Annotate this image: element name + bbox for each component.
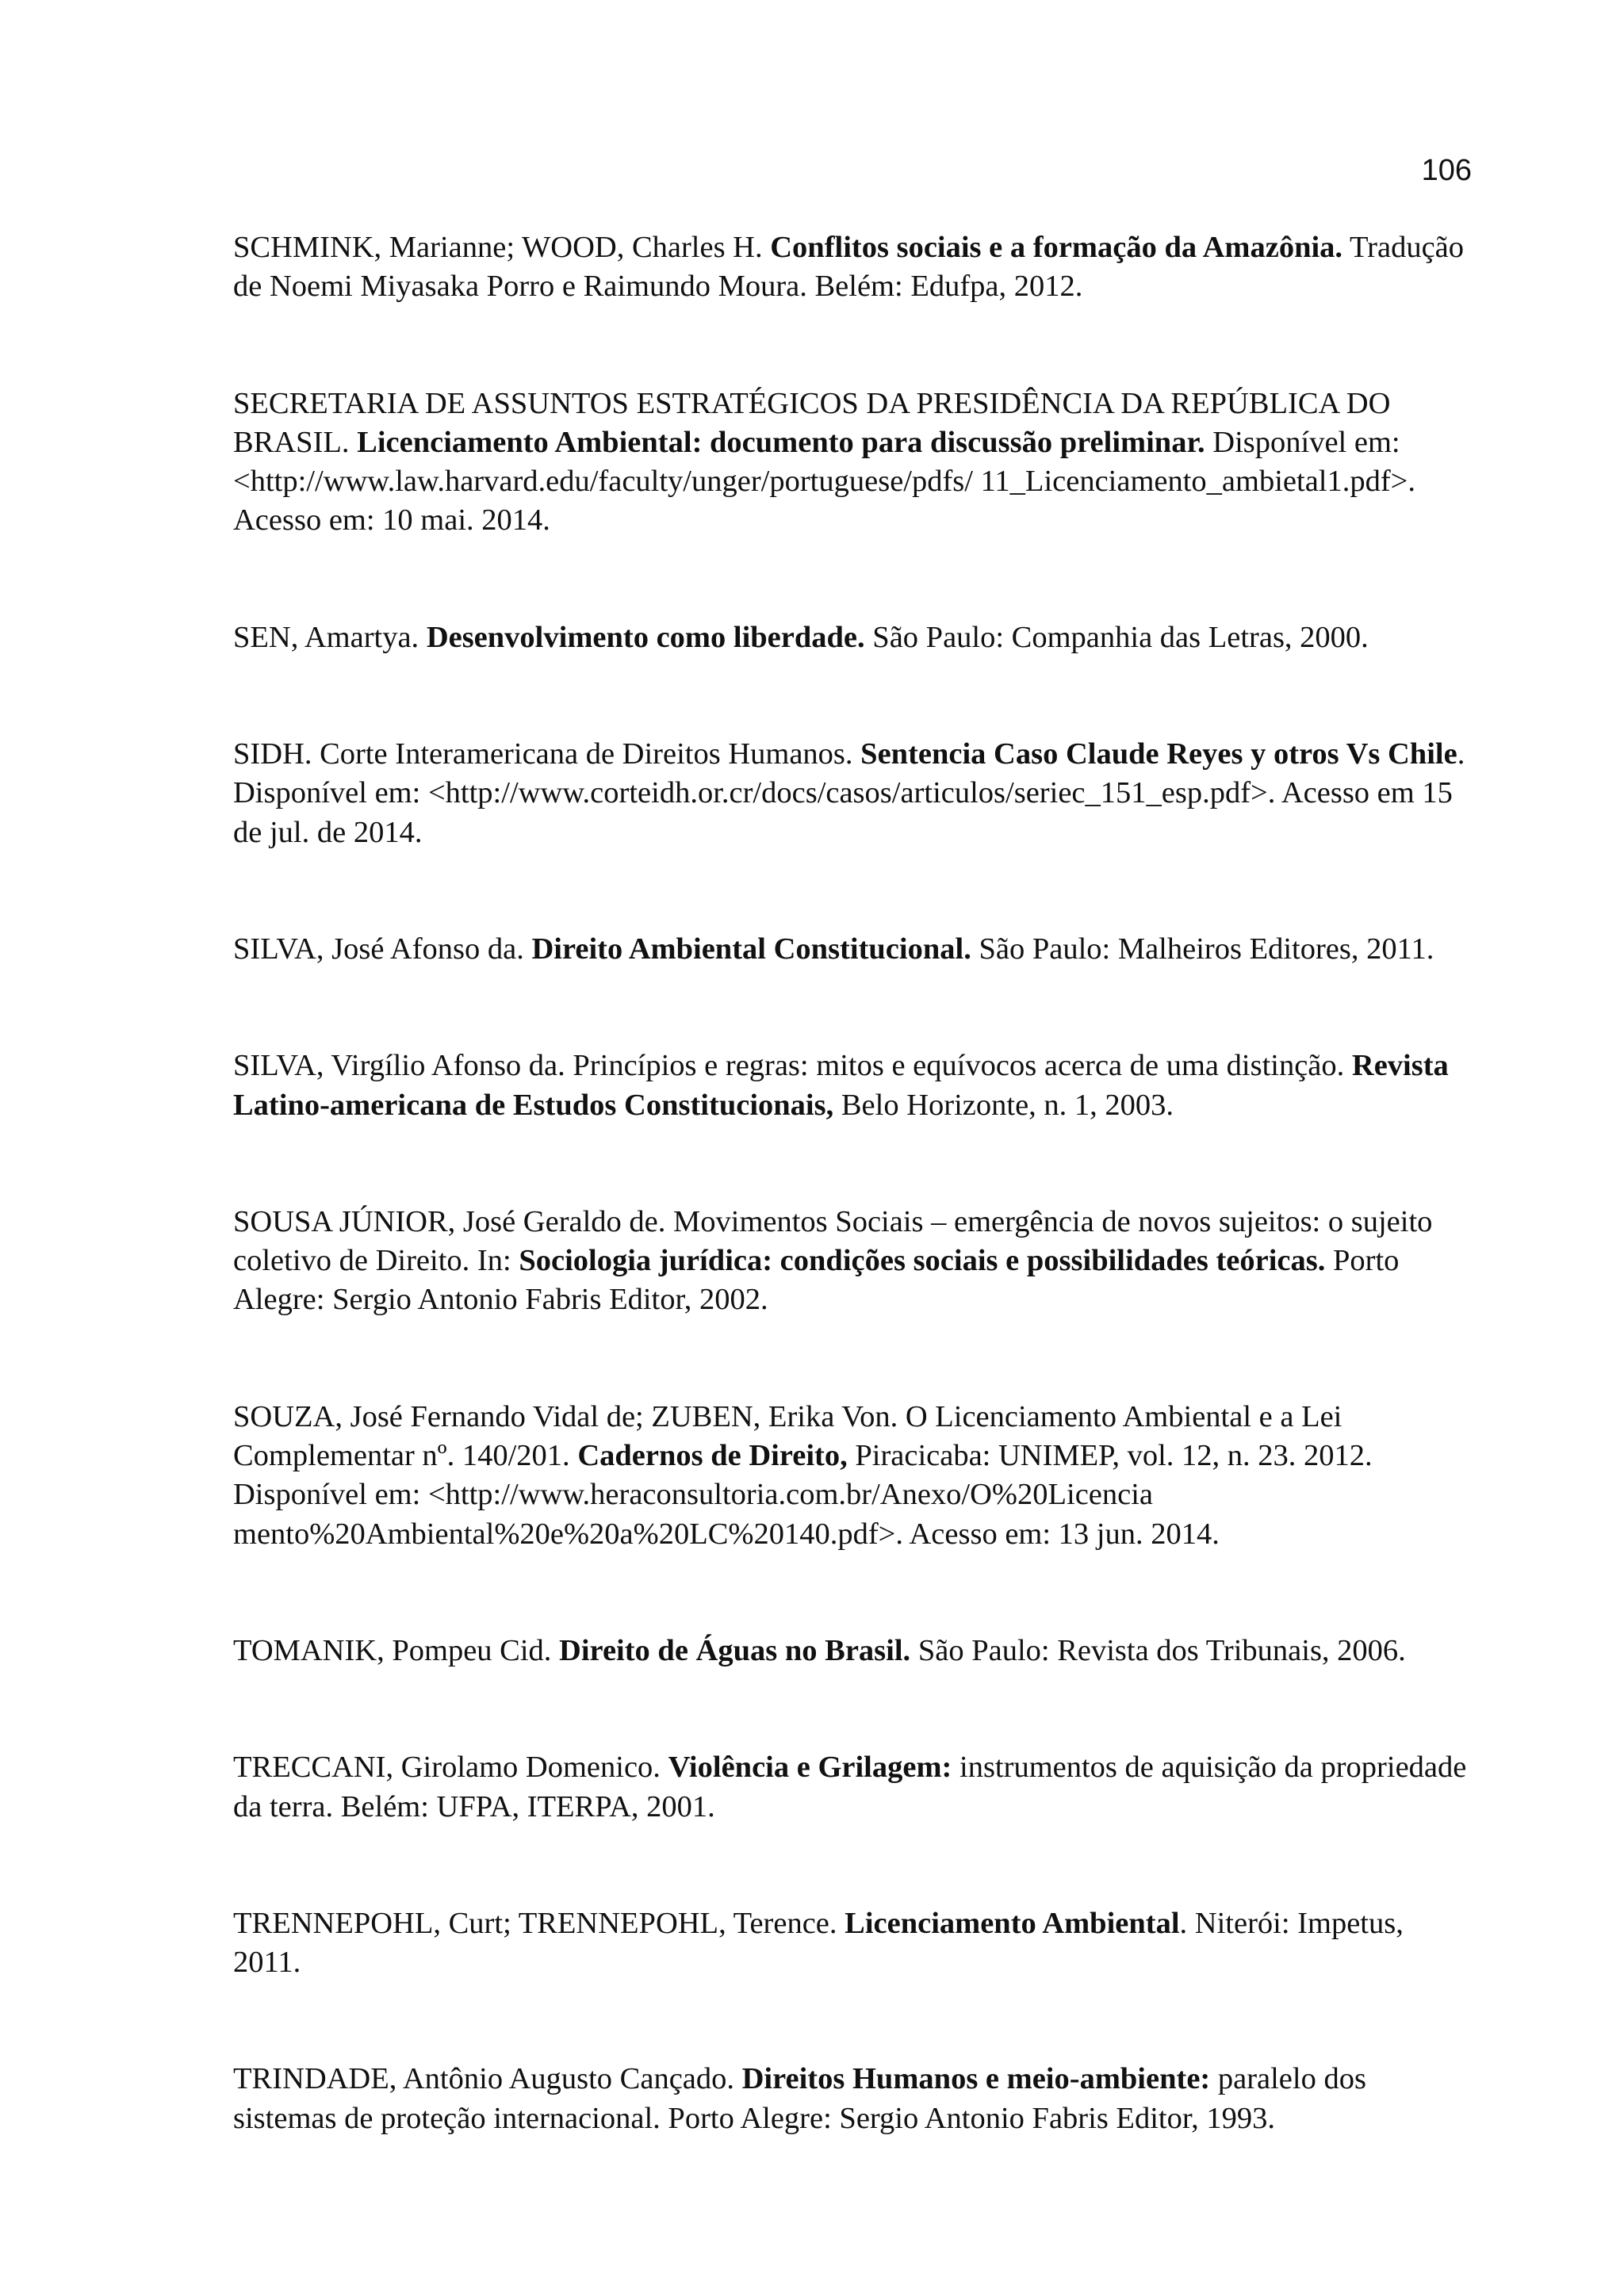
reference-text: Piracicaba: UNIMEP, vol. 12, n. 23. 2012. Disponível em: <http://www.heraconsultoria.com.br/Anexo/O%20Licencia mento%20Ambiental%20e%20a%20LC%20140.pdf>. Acesso em: 13 jun. 2014.: [233, 1439, 1373, 1551]
reference-entry: [233, 1203, 1470, 1320]
reference-title: Desenvolvimento como liberdade.: [426, 620, 865, 654]
reference-entry: [233, 1632, 1470, 1670]
reference-title: Direitos Humanos e meio-ambiente:: [741, 2062, 1211, 2096]
reference-text: . Niterói: Impetus, 2011.: [233, 1906, 1404, 1980]
reference-text: instrumentos de aquisição da propriedade da terra. Belém: UFPA, ITERPA, 2001.: [233, 1751, 1467, 1823]
reference-title: Direito Ambiental Constitucional.: [531, 932, 971, 966]
reference-text: SOUSA JÚNIOR, José Geraldo de. Movimentos Sociais – emergência de novos sujeitos: o sujeito coletivo de Direito. In:: [233, 1204, 1433, 1278]
reference-text: TRECCANI, Girolamo Domenico.: [233, 1751, 668, 1785]
reference-entry: [233, 2060, 1470, 2138]
reference-title: Violência e Grilagem:: [668, 1751, 952, 1785]
reference-text: São Paulo: Companhia das Letras, 2000.: [864, 620, 1369, 654]
reference-title: Licenciamento Ambiental: [845, 1906, 1180, 1940]
reference-entry: [233, 1748, 1470, 1827]
reference-text: SECRETARIA DE ASSUNTOS ESTRATÉGICOS DA PRESIDÊNCIA DA REPÚBLICA DO BRASIL.: [233, 386, 1391, 459]
reference-title: Conflitos sociais e a formação da Amazônia.: [770, 231, 1343, 264]
reference-title: Licenciamento Ambiental: documento para discussão preliminar.: [357, 425, 1205, 459]
reference-text: São Paulo: Malheiros Editores, 2011.: [971, 932, 1434, 966]
reference-text: Tradução de Noemi Miyasaka Porro e Raimundo Moura. Belém: Edufpa, 2012.: [233, 231, 1464, 304]
reference-text: TRINDADE, Antônio Augusto Cançado.: [233, 2062, 742, 2096]
reference-text: . Disponível em: <http://www.corteidh.or.cr/docs/casos/articulos/seriec_151_esp.pdf>. Acesso em 15 de jul. de 2014.: [233, 737, 1465, 849]
reference-entry: [233, 228, 1470, 307]
reference-text: SILVA, Virgílio Afonso da. Princípios e regras: mitos e equívocos acerca de uma distinção.: [233, 1049, 1352, 1083]
reference-text: Porto Alegre: Sergio Antonio Fabris Editor, 2002.: [233, 1244, 1400, 1317]
reference-text: TRENNEPOHL, Curt; TRENNEPOHL, Terence.: [233, 1906, 845, 1940]
reference-entry: [233, 930, 1470, 969]
reference-text: Disponível em: <http://www.law.harvard.edu/faculty/unger/portuguese/pdfs/ 11_Licenciamento_ambietal1.pdf>. Acesso em: 10 mai. 2014.: [233, 425, 1416, 538]
reference-entry: [233, 385, 1470, 541]
reference-text: SCHMINK, Marianne; WOOD, Charles H.: [233, 231, 771, 264]
reference-entry: [233, 1398, 1470, 1554]
reference-text: Belo Horizonte, n. 1, 2003.: [833, 1088, 1174, 1122]
reference-text: SILVA, José Afonso da.: [233, 932, 532, 966]
reference-text: São Paulo: Revista dos Tribunais, 2006.: [910, 1633, 1406, 1667]
reference-text: SIDH. Corte Interamericana de Direitos Humanos.: [233, 737, 861, 771]
reference-list: [233, 228, 1470, 2216]
reference-entry: [233, 1047, 1470, 1125]
reference-title: Direito de Águas no Brasil.: [559, 1633, 911, 1667]
reference-title: Revista Latino-americana de Estudos Constitucionais,: [233, 1049, 1449, 1122]
page-number: 106: [1421, 154, 1472, 187]
reference-entry: [233, 618, 1470, 657]
reference-entry: [233, 1904, 1470, 1983]
reference-text: SOUZA, José Fernando Vidal de; ZUBEN, Erika Von. O Licenciamento Ambiental e a Lei Complementar nº. 140/201.: [233, 1399, 1342, 1473]
reference-title: Cadernos de Direito,: [577, 1439, 848, 1473]
reference-text: SEN, Amartya.: [233, 620, 427, 654]
reference-title: Sociologia jurídica: condições sociais e possibilidades teóricas.: [519, 1244, 1326, 1278]
reference-text: TOMANIK, Pompeu Cid.: [233, 1633, 560, 1667]
reference-title: Sentencia Caso Claude Reyes y otros Vs Chile: [860, 737, 1457, 771]
reference-text: paralelo dos sistemas de proteção internacional. Porto Alegre: Sergio Antonio Fabris Editor, 1993.: [233, 2062, 1366, 2135]
reference-entry: [233, 735, 1470, 852]
